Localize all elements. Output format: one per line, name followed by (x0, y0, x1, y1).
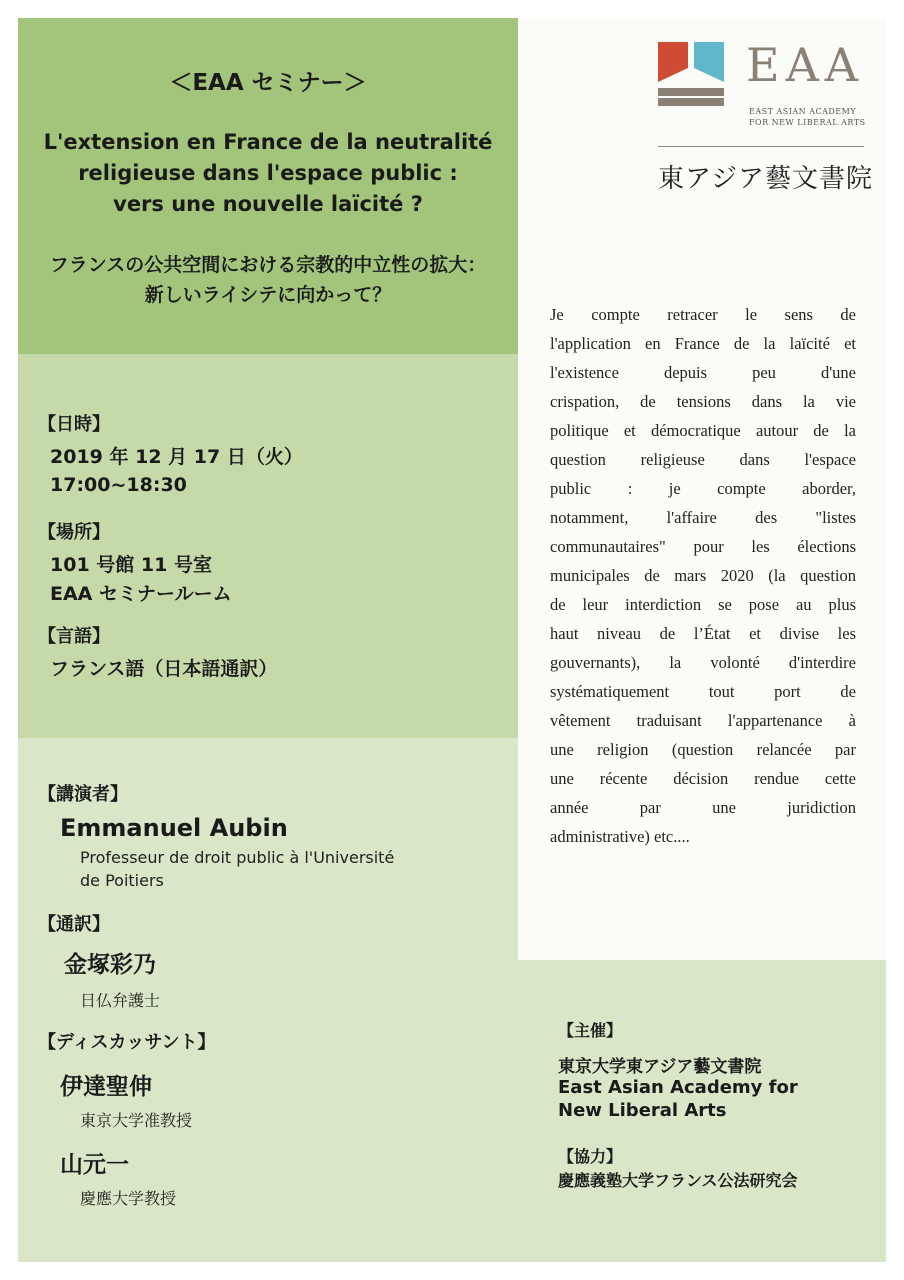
description-line: question religieuse dans l'espace (550, 450, 856, 469)
description-line: gouvernants), la volonté d'interdire (550, 653, 856, 672)
eaa-logo-mark-icon (658, 42, 724, 106)
speaker-heading: 【講演者】 (38, 784, 128, 805)
title-panel (18, 18, 518, 354)
discussant-heading: 【ディスカッサント】 (38, 1032, 216, 1053)
speaker-affiliation-line-1: Professeur de droit public à l'Université (80, 848, 395, 867)
cooperation-heading: 【協力】 (558, 1147, 623, 1166)
title-french-line: L'extension en France de la neutralité (43, 130, 493, 154)
interpreter-heading: 【通訳】 (38, 914, 110, 935)
host-heading: 【主催】 (558, 1021, 623, 1040)
logo-subtitle-2: FOR NEW LIBERAL ARTS (749, 118, 866, 127)
language-heading: 【言語】 (38, 626, 110, 647)
title-french-line: religieuse dans l'espace public : (78, 161, 458, 185)
details-panel (18, 354, 518, 738)
logo-bar-1 (658, 88, 724, 96)
place-room: EAA セミナールーム (50, 583, 232, 605)
title-french-line: vers une nouvelle laïcité ? (113, 192, 423, 216)
logo-red-shape (658, 42, 688, 82)
description-line: de leur interdiction se pose au plus (550, 595, 856, 614)
title-japanese-line: 新しいライシテに向かって？ (144, 284, 392, 306)
description-line: politique et démocratique autour de la (550, 421, 856, 440)
logo-divider (658, 146, 864, 147)
title-japanese (18, 250, 518, 310)
description-line: crispation, de tensions dans la vie (550, 392, 856, 411)
place-building: 101 号館 11 号室 (50, 554, 212, 576)
description-line: l'application en France de la laïcité et (550, 334, 856, 353)
logo-bar-2 (658, 98, 724, 106)
logo-acronym: EAA (746, 38, 865, 92)
discussant-affiliation: 慶應大学教授 (80, 1189, 177, 1208)
language-value: フランス語（日本語通訳） (50, 658, 278, 680)
speaker-name: Emmanuel Aubin (60, 814, 288, 842)
interpreter-affiliation: 日仏弁護士 (80, 991, 161, 1010)
discussant-affiliation: 東京大学准教授 (80, 1111, 193, 1130)
discussant-name: 伊達聖伸 (60, 1074, 152, 1100)
description-line: haut niveau de l’État et divise les (550, 624, 856, 643)
discussant-name: 山元一 (60, 1152, 129, 1178)
logo-japanese-name: 東アジア藝文書院 (658, 164, 873, 194)
description-line: année par une juridiction (550, 798, 856, 817)
host-name-japanese: 東京大学東アジア藝文書院 (558, 1057, 762, 1077)
description-line: administrative) etc.... (550, 827, 690, 846)
description-line: notamment, l'affaire des "listes (550, 508, 856, 527)
logo-subtitle-1: EAST ASIAN ACADEMY (749, 107, 857, 116)
description-text (550, 300, 856, 851)
title-japanese-line: フランスの公共空間における宗教的中立性の拡大： (49, 254, 487, 276)
description-line: public : je compte aborder, (550, 479, 856, 498)
description-line: communautaires" pour les élections (550, 537, 856, 556)
cooperation-name: 慶應義塾大学フランス公法研究会 (558, 1171, 798, 1190)
description-line: vêtement traduisant l'appartenance à (550, 711, 856, 730)
event-date: 2019 年 12 月 17 日（火） (50, 446, 303, 468)
title-french (18, 127, 518, 220)
event-time: 17:00~18:30 (50, 474, 187, 496)
description-line: une récente décision rendue cette (550, 769, 856, 788)
interpreter-name: 金塚彩乃 (64, 952, 156, 978)
place-heading: 【場所】 (38, 522, 110, 543)
host-name-english-1: East Asian Academy for (558, 1077, 798, 1098)
description-line: Je compte retracer le sens de (550, 305, 856, 324)
host-name-english-2: New Liberal Arts (558, 1100, 727, 1121)
description-line: l'existence depuis peu d'une (550, 363, 856, 382)
logo-blue-shape (694, 42, 724, 82)
people-panel (18, 738, 518, 1262)
speaker-affiliation-line-2: de Poitiers (80, 871, 164, 890)
seminar-label: ＜EAA セミナー＞ (169, 70, 367, 96)
description-line: une religion (question relancée par (550, 740, 856, 759)
organizers-panel (518, 960, 886, 1262)
description-line: systématiquement tout port de (550, 682, 856, 701)
logo-description-panel (518, 18, 886, 960)
date-heading: 【日時】 (38, 414, 110, 435)
description-line: municipales de mars 2020 (la question (550, 566, 856, 585)
